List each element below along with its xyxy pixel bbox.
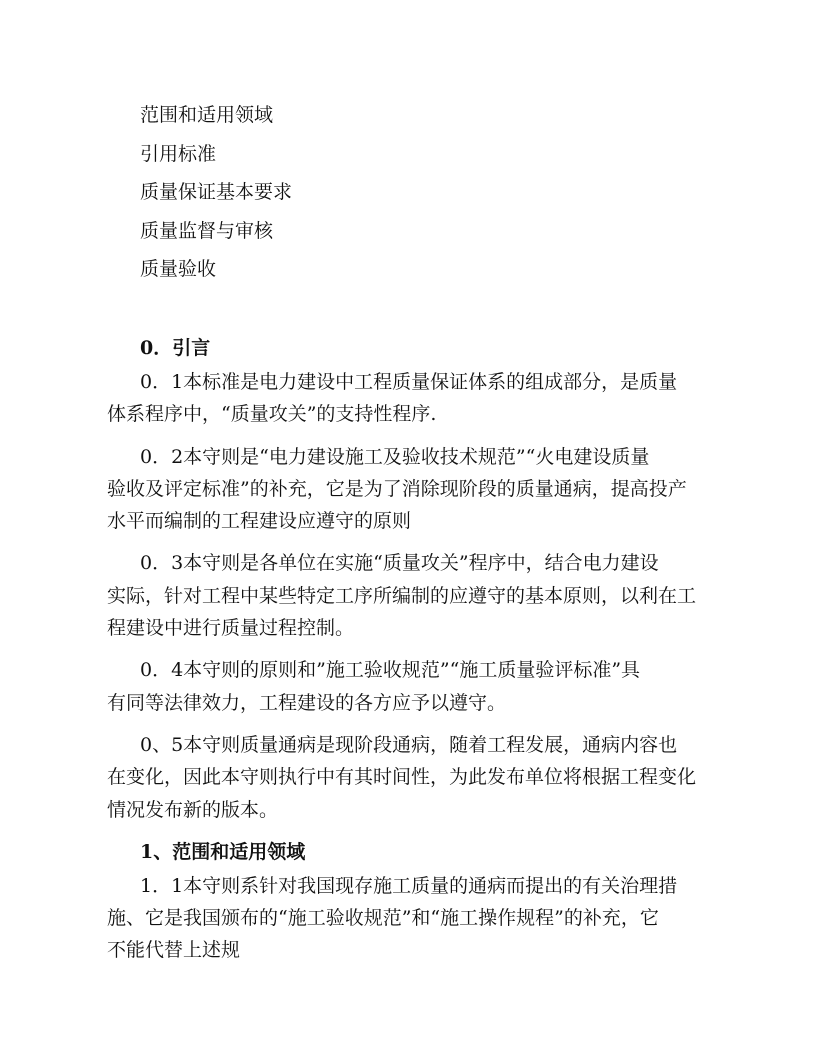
section-heading: 0．引言 [140,337,211,359]
text-line: 实际，针对工程中某些特定工序所编制的应遵守的基本原则，以利在工 [107,584,697,607]
paragraph [107,870,727,967]
document-body [107,332,727,977]
text-line: 情况发布新的版本。 [107,798,279,821]
text-line: 程建设中进行质量过程控制。 [107,617,355,640]
text-line: 在变化，因此本守则执行中有其时间性，为此发布单位将根据工程变化 [107,766,697,789]
text-line: 0．1本标准是电力建设中工程质量保证体系的组成部分，是质量 [140,371,678,393]
text-line: 0．4本守则的原则和”施工验收规范”“施工质量验评标准”具 [140,659,641,682]
text-line: 不能代替上述规 [107,939,241,962]
toc-item: 质量验收 [140,258,217,280]
text-line: 0．3本守则是各单位在实施“质量攻关”程序中，结合电力建设 [140,552,659,575]
toc-item: 质量保证基本要求 [140,181,293,203]
text-line: 1．1本守则系针对我国现存施工质量的通病而提出的有关治理措 [140,874,678,897]
paragraph [107,729,727,826]
table-of-contents [140,102,292,295]
text-line: 水平而编制的工程建设应遵守的原则 [107,510,412,533]
paragraph [107,441,727,538]
text-line: 0、5本守则质量通病是现阶段通病，随着工程发展，通病内容也 [140,733,678,756]
text-line: 0．2本守则是“电力建设施工及验收技术规范”“火电建设质量 [140,445,650,468]
toc-item: 质量监督与审核 [140,219,274,242]
toc-item: 引用标准 [140,142,217,165]
text-line: 有同等法律效力，工程建设的各方应予以遵守。 [107,691,507,714]
paragraph [107,547,727,644]
text-line: 施、它是我国颁布的“施工验收规范”和“施工操作规程”的补充，它 [107,907,659,930]
text-line: 验收及评定标准”的补充，它是为了消除现阶段的质量通病，提高投产 [107,477,687,500]
paragraph [107,366,727,431]
paragraph [107,654,727,719]
toc-item: 范围和适用领域 [140,104,274,126]
text-line: 体系程序中，“质量攻关”的支持性程序. [107,403,437,426]
section-heading: 1、范围和适用领域 [140,840,306,863]
